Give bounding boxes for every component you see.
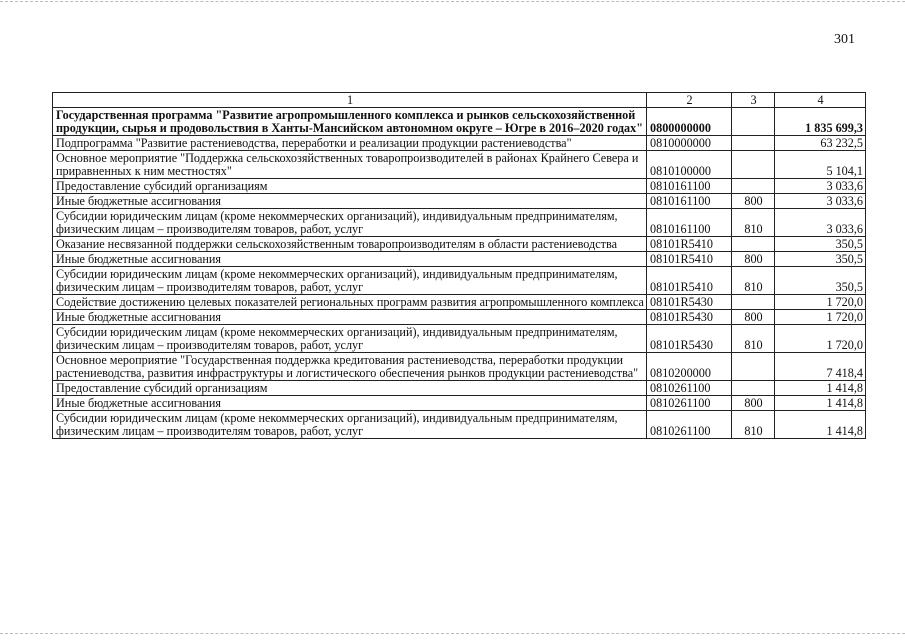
column-header: 2 [647, 93, 732, 108]
row-amount-cell: 1 414,8 [775, 411, 866, 439]
row-type-cell: 810 [732, 267, 775, 295]
row-type-cell: 810 [732, 411, 775, 439]
row-amount-cell: 350,5 [775, 252, 866, 267]
row-amount-cell: 5 104,1 [775, 151, 866, 179]
scan-border-top [0, 1, 905, 2]
row-name-cell: Иные бюджетные ассигнования [53, 396, 647, 411]
table-row [53, 396, 866, 411]
table-row [53, 179, 866, 194]
row-name-cell: Субсидии юридическим лицам (кроме некоммерческих организаций), индивидуальным предпринимателям, физическим лицам – производителям товаров, работ, услуг [53, 209, 647, 237]
row-type-cell [732, 179, 775, 194]
row-code-cell: 0810261100 [647, 381, 732, 396]
row-code-cell: 0810161100 [647, 194, 732, 209]
row-name-cell: Основное мероприятие "Поддержка сельскохозяйственных товаропроизводителей в районах Крайнего Севера и приравненных к ним местностях" [53, 151, 647, 179]
row-amount-cell: 7 418,4 [775, 353, 866, 381]
table-row [53, 237, 866, 252]
budget-table [52, 92, 866, 439]
row-name-cell: Иные бюджетные ассигнования [53, 252, 647, 267]
row-type-cell: 800 [732, 252, 775, 267]
row-code-cell: 0810200000 [647, 353, 732, 381]
row-type-cell [732, 353, 775, 381]
column-header: 3 [732, 93, 775, 108]
row-code-cell: 0810261100 [647, 396, 732, 411]
row-amount-cell: 1 414,8 [775, 381, 866, 396]
row-name-cell: Подпрограмма "Развитие растениеводства, переработки и реализации продукции растениеводства" [53, 136, 647, 151]
row-code-cell: 0810100000 [647, 151, 732, 179]
column-header: 4 [775, 93, 866, 108]
row-type-cell [732, 381, 775, 396]
row-amount-cell: 1 720,0 [775, 310, 866, 325]
row-name-cell: Субсидии юридическим лицам (кроме некоммерческих организаций), индивидуальным предпринимателям, физическим лицам – производителям товаров, работ, услуг [53, 267, 647, 295]
table-row [53, 252, 866, 267]
row-amount-cell: 1 720,0 [775, 325, 866, 353]
row-type-cell [732, 295, 775, 310]
row-type-cell [732, 237, 775, 252]
row-amount-cell: 1 720,0 [775, 295, 866, 310]
row-code-cell: 08101R5410 [647, 237, 732, 252]
row-type-cell [732, 136, 775, 151]
row-name-cell: Оказание несвязанной поддержки сельскохозяйственным товаропроизводителям в области растениеводства [53, 237, 647, 252]
row-code-cell: 0810161100 [647, 179, 732, 194]
table-row [53, 310, 866, 325]
row-type-cell: 800 [732, 194, 775, 209]
row-code-cell: 0810000000 [647, 136, 732, 151]
row-code-cell: 08101R5430 [647, 325, 732, 353]
row-type-cell [732, 108, 775, 136]
table-row [53, 353, 866, 381]
row-type-cell: 810 [732, 325, 775, 353]
row-code-cell: 0810261100 [647, 411, 732, 439]
row-amount-cell: 63 232,5 [775, 136, 866, 151]
row-code-cell: 0810161100 [647, 209, 732, 237]
page-number: 301 [834, 32, 855, 47]
table-row [53, 267, 866, 295]
row-name-cell: Предоставление субсидий организациям [53, 381, 647, 396]
row-type-cell [732, 151, 775, 179]
row-name-cell: Государственная программа "Развитие агропромышленного комплекса и рынков сельскохозяйственной продукции, сырья и продовольствия в Ханты-Мансийском автономном округе – Югре в 2016–2020 годах" [53, 108, 647, 136]
table-row [53, 136, 866, 151]
table-row [53, 381, 866, 396]
row-name-cell: Предоставление субсидий организациям [53, 179, 647, 194]
row-type-cell: 800 [732, 310, 775, 325]
row-amount-cell: 350,5 [775, 267, 866, 295]
row-amount-cell: 1 414,8 [775, 396, 866, 411]
row-name-cell: Основное мероприятие "Государственная поддержка кредитования растениеводства, переработки продукции растениеводства, развития инфраструктуры и логистического обеспечения рынков продукции растениеводства" [53, 353, 647, 381]
row-code-cell: 08101R5410 [647, 267, 732, 295]
table-row [53, 194, 866, 209]
table-header-row [53, 93, 866, 108]
row-code-cell: 08101R5430 [647, 310, 732, 325]
row-type-cell: 800 [732, 396, 775, 411]
row-type-cell: 810 [732, 209, 775, 237]
row-amount-cell: 3 033,6 [775, 179, 866, 194]
row-code-cell: 08101R5410 [647, 252, 732, 267]
row-name-cell: Субсидии юридическим лицам (кроме некоммерческих организаций), индивидуальным предпринимателям, физическим лицам – производителям товаров, работ, услуг [53, 325, 647, 353]
column-header: 1 [53, 93, 647, 108]
row-amount-cell: 3 033,6 [775, 194, 866, 209]
table-row [53, 325, 866, 353]
row-code-cell: 08101R5430 [647, 295, 732, 310]
row-name-cell: Иные бюджетные ассигнования [53, 194, 647, 209]
row-name-cell: Содействие достижению целевых показателей региональных программ развития агропромышленного комплекса [53, 295, 647, 310]
row-amount-cell: 350,5 [775, 237, 866, 252]
row-name-cell: Субсидии юридическим лицам (кроме некоммерческих организаций), индивидуальным предпринимателям, физическим лицам – производителям товаров, работ, услуг [53, 411, 647, 439]
row-name-cell: Иные бюджетные ассигнования [53, 310, 647, 325]
table-row [53, 151, 866, 179]
table-row [53, 295, 866, 310]
table-row [53, 108, 866, 136]
table-row [53, 209, 866, 237]
row-amount-cell: 1 835 699,3 [775, 108, 866, 136]
table-row [53, 411, 866, 439]
row-amount-cell: 3 033,6 [775, 209, 866, 237]
scan-border-bottom [0, 633, 905, 634]
row-code-cell: 0800000000 [647, 108, 732, 136]
